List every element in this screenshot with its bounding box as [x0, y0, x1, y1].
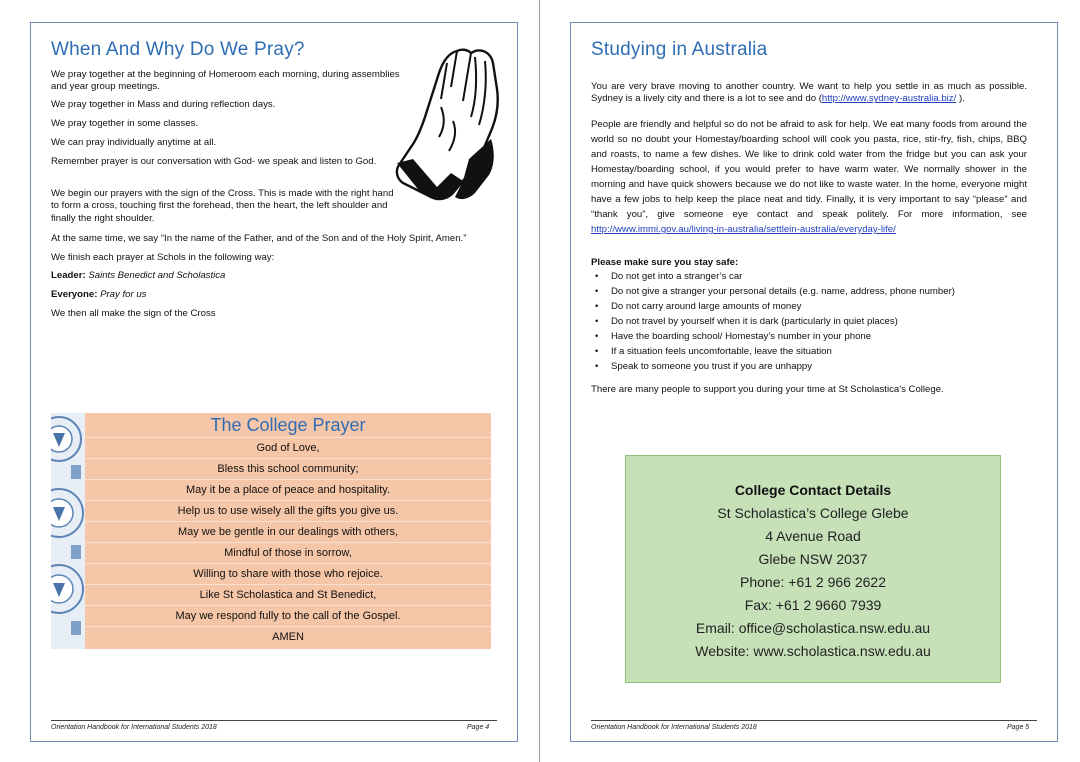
- prayer-line: Willing to share with those who rejoice.: [85, 563, 491, 584]
- list-item: [591, 344, 1027, 359]
- paragraph: [591, 117, 1027, 237]
- paragraph-text: People are friendly and helpful so do not be afraid to ask for help. We eat many foods from around the world so no doubt your Homestay/boarding school will cook you pasta, rice, stir-fry, fish, chips, BBQ and roasts, to name a few dishes. We like to drink cold water from the fridge but you can ask your Homestay/boarding school, if you would prefer to have warm water. We normally shower in the morning and have quick showers because we do not like to waste water. In the home, everyone might have a few jobs to help keep the place neat and tidy. Finally, it is very important to say “please” and “thank you”, give someone eye contact and speak politely. For more information, see: [591, 119, 1027, 220]
- everyone-text: Pray for us: [100, 289, 147, 300]
- leader-line: [51, 270, 401, 282]
- prayer-line: Mindful of those in sorrow,: [85, 542, 491, 563]
- page-heading: Studying in Australia: [591, 39, 768, 60]
- prayer-line: Bless this school community;: [85, 458, 491, 479]
- list-item-text: Do not get into a stranger’s car: [611, 271, 743, 282]
- contact-title: College Contact Details: [734, 482, 892, 498]
- page-heading: When And Why Do We Pray?: [51, 39, 305, 60]
- contact-details-box: [625, 455, 1001, 683]
- paragraph: We pray together in some classes.: [51, 118, 198, 129]
- list-item: [591, 314, 1027, 329]
- list-item-text: Have the boarding school/ Homestay’s number in your phone: [611, 331, 872, 342]
- prayer-line: AMEN: [85, 626, 491, 647]
- paragraph: At the same time, we say “In the name of the Father, and of the Son and of the Holy Spirit, Amen.”: [51, 233, 467, 244]
- paragraph: We begin our prayers with the sign of the Cross. This is made with the right hand to form a cross, touching first the forehead, then the heart, the left shoulder and finally the right shoulder.: [51, 188, 394, 224]
- list-item-text: Do not travel by yourself when it is dark (particularly in quiet places): [611, 316, 898, 327]
- prayer-line: Help us to use wisely all the gifts you give us.: [85, 500, 491, 521]
- prayer-line: Like St Scholastica and St Benedict,: [85, 584, 491, 605]
- everyone-label: Everyone:: [51, 289, 98, 300]
- everyone-line: [51, 289, 401, 301]
- college-prayer-title: The College Prayer: [210, 415, 366, 435]
- paragraph: We finish each prayer at Schols in the following way:: [51, 252, 275, 263]
- leader-label: Leader:: [51, 270, 86, 281]
- contact-street: 4 Avenue Road: [765, 528, 861, 544]
- footer-title: Orientation Handbook for International Students 2018: [51, 724, 217, 731]
- praying-hands-icon: [391, 47, 503, 207]
- sydney-link[interactable]: http://www.sydney-australia.biz/: [821, 93, 957, 105]
- safety-list: [591, 269, 1027, 374]
- contact-website[interactable]: Website: www.scholastica.nsw.edu.au: [695, 643, 931, 659]
- paragraph: [591, 81, 1027, 106]
- footer-rule: [591, 720, 1037, 721]
- bullet-icon: •: [595, 286, 599, 297]
- paragraph: We can pray individually anytime at all.: [51, 137, 217, 148]
- list-item-text: Do not give a stranger your personal details (e.g. name, address, phone number): [611, 286, 955, 297]
- bullet-icon: •: [595, 331, 599, 342]
- bullet-icon: •: [595, 346, 599, 357]
- support-paragraph: There are many people to support you during your time at St Scholastica's College.: [591, 384, 944, 395]
- contact-phone: Phone: +61 2 966 2622: [740, 574, 886, 590]
- prayer-line: May we respond fully to the call of the Gospel.: [85, 605, 491, 626]
- prayer-line: May it be a place of peace and hospitality.: [85, 479, 491, 500]
- college-prayer-box: [51, 413, 491, 649]
- list-item: [591, 269, 1027, 284]
- footer-page-number: Page 5: [1007, 724, 1030, 731]
- contact-fax: Fax: +61 2 9660 7939: [744, 597, 882, 613]
- prayer-line: May we be gentle in our dealings with others,: [85, 521, 491, 542]
- page-4: [30, 22, 518, 742]
- prayer-line: God of Love,: [85, 437, 491, 458]
- paragraph: We then all make the sign of the Cross: [51, 308, 216, 319]
- spread-divider: [539, 0, 540, 762]
- safe-heading: Please make sure you stay safe:: [591, 257, 739, 268]
- contact-email[interactable]: Email: office@scholastica.nsw.edu.au: [695, 620, 931, 636]
- list-item: [591, 284, 1027, 299]
- bullet-icon: •: [595, 316, 599, 327]
- footer-page-number: Page 4: [467, 724, 490, 731]
- contact-suburb: Glebe NSW 2037: [758, 551, 868, 567]
- list-item-text: Do not carry around large amounts of money: [611, 301, 802, 312]
- list-item-text: If a situation feels uncomfortable, leave the situation: [611, 346, 832, 357]
- bullet-icon: •: [595, 301, 599, 312]
- list-item: [591, 299, 1027, 314]
- leader-text: Saints Benedict and Scholastica: [88, 270, 226, 281]
- paragraph-text: You are very brave moving to another country. We want to help you settle in as much as possible. Sydney is a lively city and there is a lot to see and do (: [591, 81, 1027, 105]
- college-crest-strip: [51, 413, 85, 649]
- contact-college-name: St Scholastica’s College Glebe: [717, 505, 909, 521]
- footer-title: Orientation Handbook for International Students 2018: [591, 724, 757, 731]
- list-item-text: Speak to someone you trust if you are unhappy: [611, 361, 813, 372]
- page-5: [570, 22, 1058, 742]
- paragraph-text: ).: [956, 93, 965, 105]
- list-item: [591, 359, 1027, 374]
- college-crest-icon: [51, 413, 85, 649]
- list-item: [591, 329, 1027, 344]
- bullet-icon: •: [595, 271, 599, 282]
- paragraph: We pray together in Mass and during reflection days.: [51, 99, 276, 110]
- paragraph: Remember prayer is our conversation with God- we speak and listen to God.: [51, 156, 377, 167]
- footer-rule: [51, 720, 497, 721]
- bullet-icon: •: [595, 361, 599, 372]
- immi-link[interactable]: http://www.immi.gov.au/living-in-australia/settlein-australia/everyday-life/: [591, 224, 896, 235]
- paragraph: We pray together at the beginning of Homeroom each morning, during assemblies and year group meetings.: [51, 69, 400, 93]
